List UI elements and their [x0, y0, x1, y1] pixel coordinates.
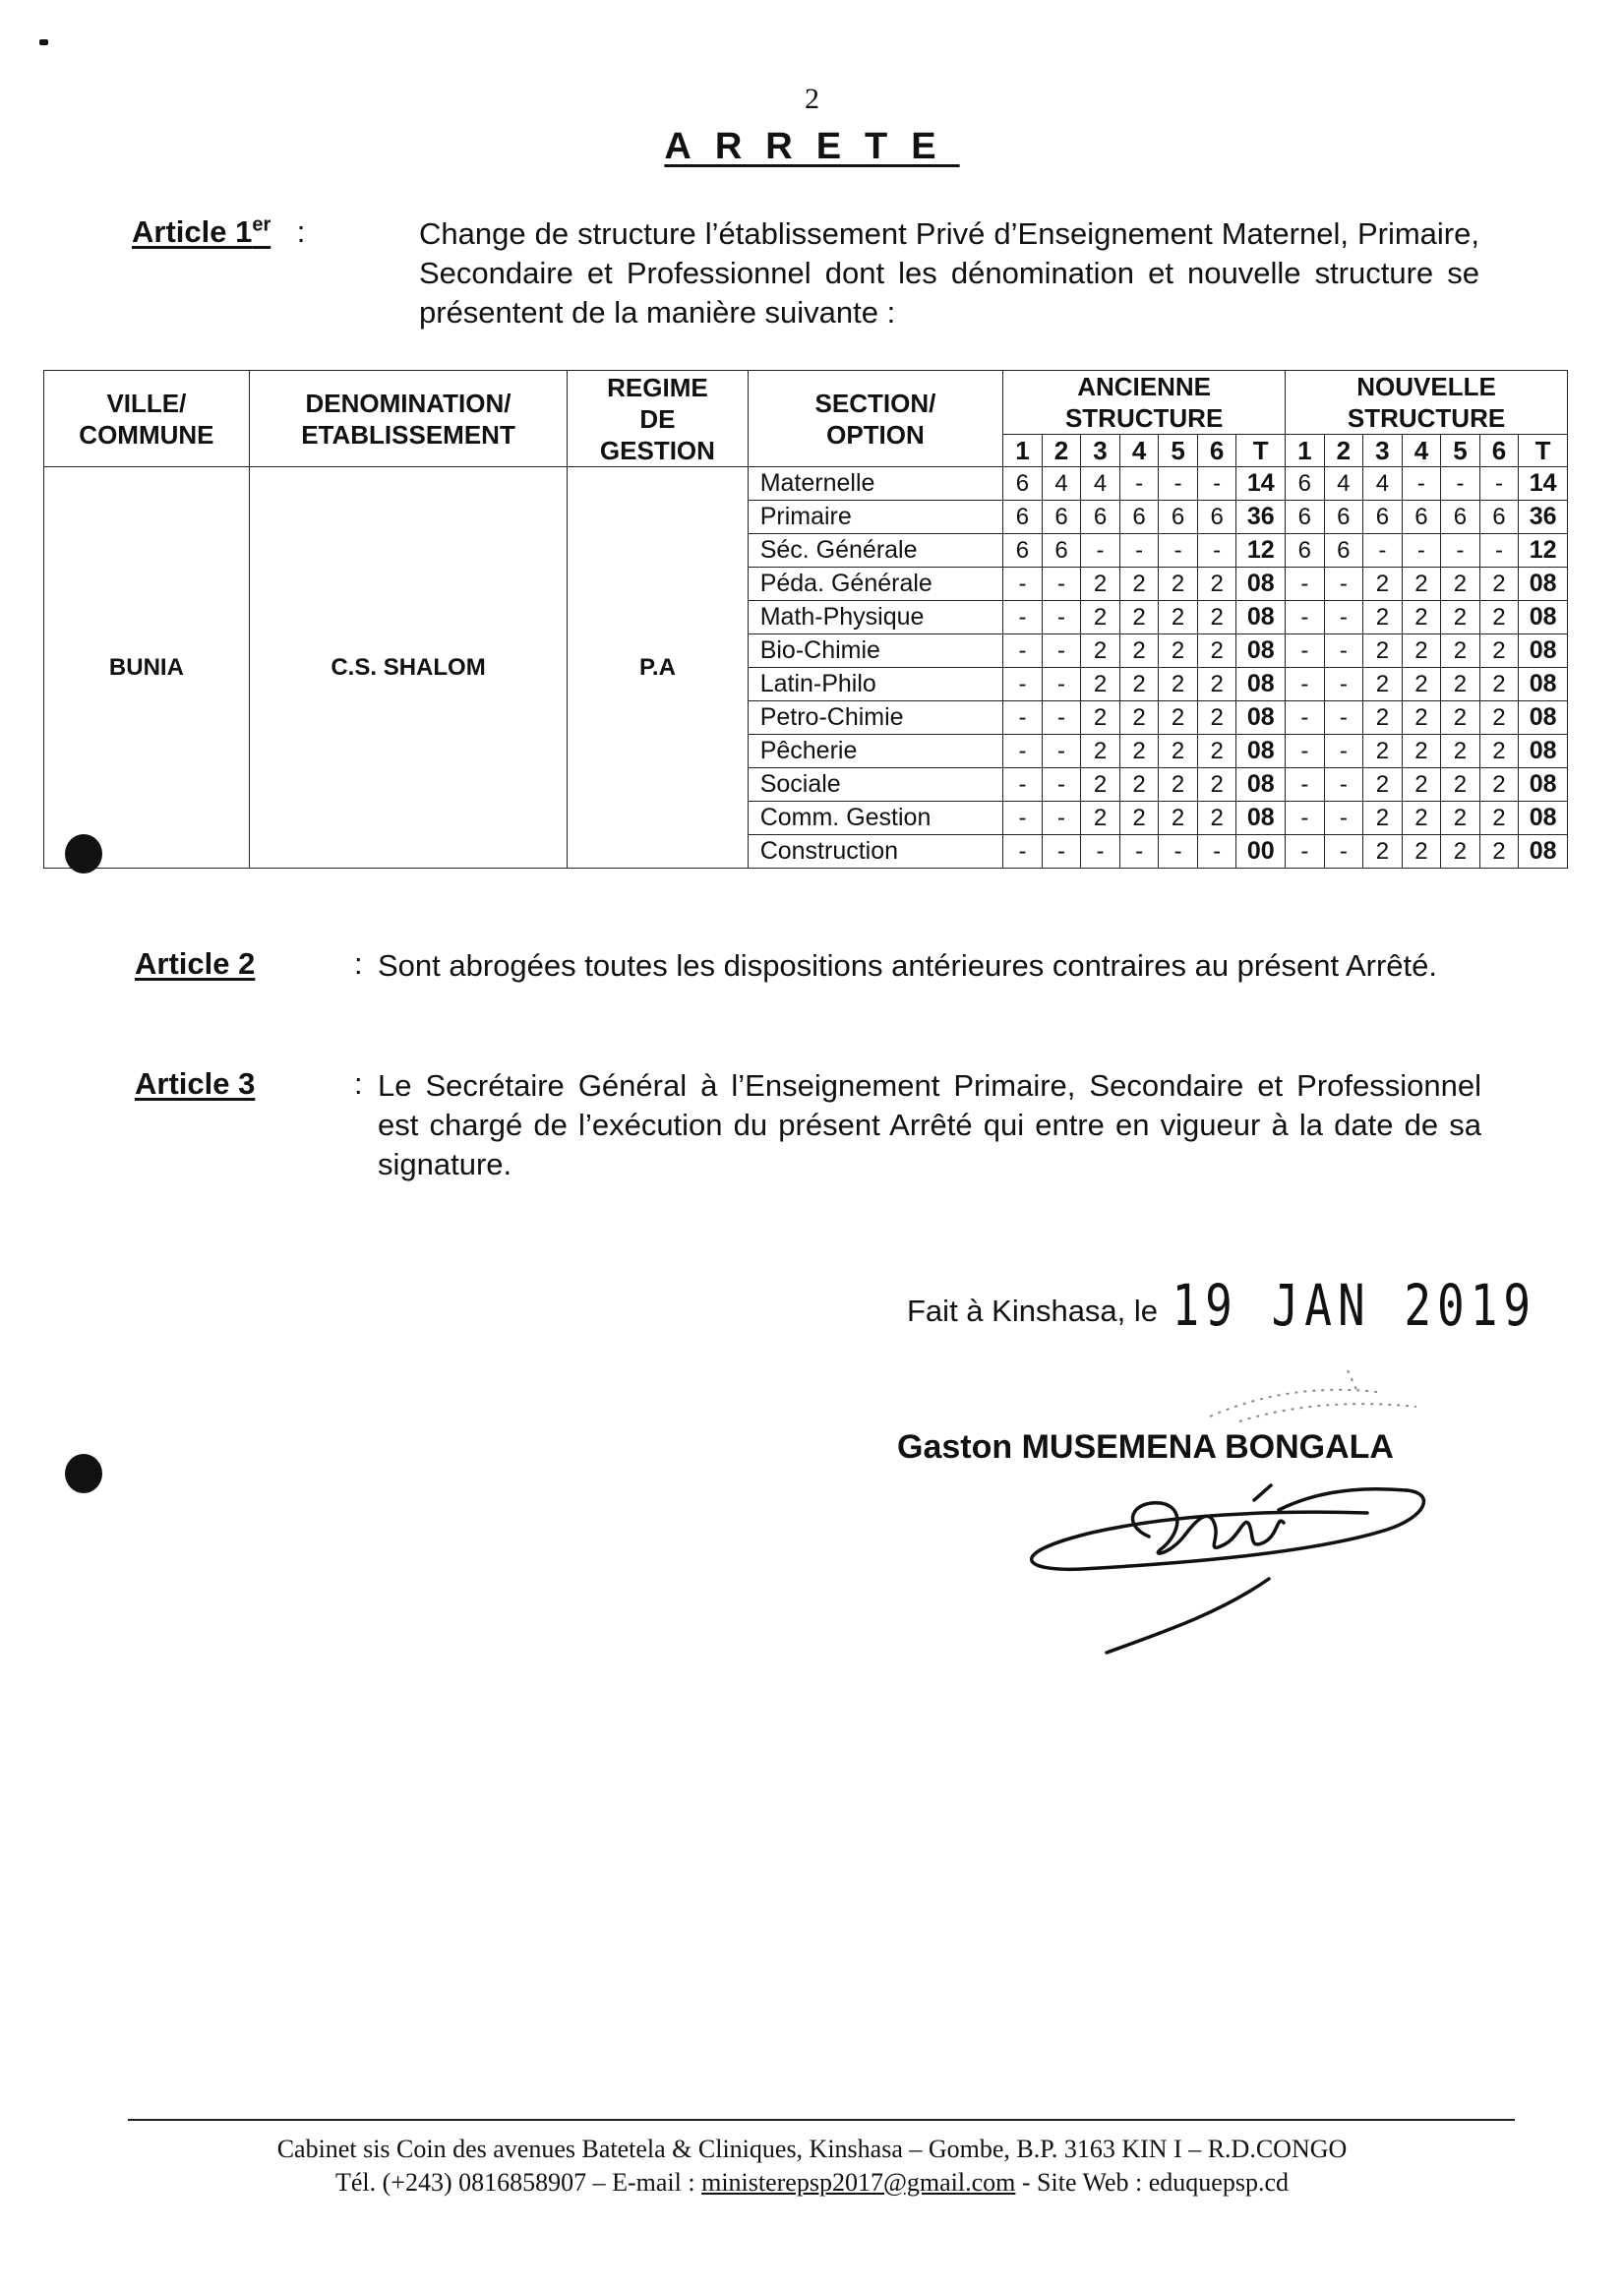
ancienne-year-cell: 2 — [1119, 735, 1159, 768]
nouvelle-year-cell: - — [1402, 534, 1441, 568]
ancienne-year-cell: 2 — [1081, 634, 1120, 668]
article-2-text: Sont abrogées toutes les dispositions antérieures contraires au présent Arrêté. — [378, 948, 1438, 983]
ancienne-year-cell: 2 — [1159, 701, 1198, 735]
ancienne-year-cell: 2 — [1119, 768, 1159, 802]
nouvelle-year-cell: 2 — [1402, 634, 1441, 668]
ancienne-year-cell: 2 — [1081, 802, 1120, 835]
footer-website: - Site Web : eduquepsp.cd — [1015, 2168, 1289, 2197]
col-header: 5 — [1441, 435, 1480, 467]
article-2-label: Article 2 — [135, 946, 256, 981]
ancienne-year-cell: 6 — [1081, 501, 1120, 534]
ancienne-year-cell: 2 — [1159, 668, 1198, 701]
ancienne-year-cell: 2 — [1159, 634, 1198, 668]
col-header: T — [1236, 435, 1286, 467]
section-cell: Latin-Philo — [748, 668, 1003, 701]
nouvelle-year-cell: 2 — [1363, 735, 1403, 768]
nouvelle-year-cell: - — [1286, 802, 1325, 835]
section-cell: Séc. Générale — [748, 534, 1003, 568]
col-header: 6 — [1197, 435, 1236, 467]
section-cell: Pêcherie — [748, 735, 1003, 768]
col-header: 2 — [1042, 435, 1081, 467]
ancienne-year-cell: - — [1159, 835, 1198, 869]
nouvelle-year-cell: 2 — [1441, 701, 1480, 735]
ancienne-year-cell: 6 — [1119, 501, 1159, 534]
nouvelle-year-cell: 2 — [1441, 835, 1480, 869]
nouvelle-year-cell: - — [1286, 601, 1325, 634]
ancienne-total-cell: 08 — [1236, 634, 1286, 668]
header-nouvelle-structure: NOUVELLE STRUCTURE — [1286, 371, 1568, 435]
nouvelle-total-cell: 14 — [1519, 467, 1568, 501]
nouvelle-year-cell: 2 — [1402, 835, 1441, 869]
ancienne-year-cell: 2 — [1197, 701, 1236, 735]
nouvelle-year-cell: 2 — [1402, 668, 1441, 701]
nouvelle-total-cell: 08 — [1519, 601, 1568, 634]
ancienne-year-cell: 2 — [1159, 601, 1198, 634]
ancienne-year-cell: - — [1003, 668, 1043, 701]
ancienne-total-cell: 08 — [1236, 601, 1286, 634]
ancienne-total-cell: 08 — [1236, 768, 1286, 802]
section-cell: Construction — [748, 835, 1003, 869]
ancienne-year-cell: 2 — [1159, 735, 1198, 768]
nouvelle-year-cell: - — [1286, 568, 1325, 601]
nouvelle-year-cell: 2 — [1479, 568, 1519, 601]
regime-cell: P.A — [568, 467, 748, 869]
article-1-colon: : — [296, 214, 306, 250]
ancienne-year-cell: 2 — [1159, 768, 1198, 802]
ancienne-year-cell: - — [1003, 768, 1043, 802]
nouvelle-year-cell: - — [1324, 735, 1363, 768]
ancienne-year-cell: 2 — [1159, 568, 1198, 601]
nouvelle-year-cell: 2 — [1441, 634, 1480, 668]
section-cell: Sociale — [748, 768, 1003, 802]
ancienne-year-cell: 2 — [1081, 601, 1120, 634]
binding-hole — [65, 1454, 102, 1493]
ancienne-year-cell: 2 — [1119, 601, 1159, 634]
nouvelle-total-cell: 36 — [1519, 501, 1568, 534]
nouvelle-year-cell: 2 — [1441, 768, 1480, 802]
article-3-colon: : — [354, 1066, 363, 1101]
header-regime: REGIME DE GESTION — [568, 371, 748, 467]
nouvelle-year-cell: 2 — [1441, 668, 1480, 701]
nouvelle-year-cell: 2 — [1363, 802, 1403, 835]
ancienne-year-cell: 2 — [1119, 634, 1159, 668]
ancienne-year-cell: - — [1119, 467, 1159, 501]
nouvelle-year-cell: 6 — [1286, 467, 1325, 501]
ancienne-year-cell: 2 — [1081, 701, 1120, 735]
nouvelle-year-cell: 2 — [1479, 634, 1519, 668]
ancienne-total-cell: 12 — [1236, 534, 1286, 568]
nouvelle-year-cell: 2 — [1363, 634, 1403, 668]
nouvelle-year-cell: 4 — [1324, 467, 1363, 501]
nouvelle-total-cell: 08 — [1519, 768, 1568, 802]
nouvelle-year-cell: 2 — [1402, 802, 1441, 835]
ancienne-total-cell: 08 — [1236, 802, 1286, 835]
document-title: ARRETE — [664, 126, 960, 167]
ancienne-year-cell: 2 — [1081, 568, 1120, 601]
nouvelle-year-cell: 2 — [1402, 568, 1441, 601]
nouvelle-year-cell: 2 — [1479, 668, 1519, 701]
nouvelle-year-cell: 2 — [1363, 768, 1403, 802]
ancienne-year-cell: - — [1042, 835, 1081, 869]
nouvelle-year-cell: - — [1286, 768, 1325, 802]
nouvelle-year-cell: - — [1441, 534, 1480, 568]
ancienne-total-cell: 08 — [1236, 668, 1286, 701]
ancienne-year-cell: 6 — [1197, 501, 1236, 534]
col-header: 6 — [1479, 435, 1519, 467]
place-date-line — [907, 1272, 1537, 1339]
nouvelle-total-cell: 08 — [1519, 802, 1568, 835]
section-cell: Comm. Gestion — [748, 802, 1003, 835]
ancienne-year-cell: 2 — [1197, 802, 1236, 835]
col-header: 2 — [1324, 435, 1363, 467]
ancienne-year-cell: - — [1003, 802, 1043, 835]
nouvelle-year-cell: 2 — [1402, 735, 1441, 768]
nouvelle-total-cell: 08 — [1519, 568, 1568, 601]
ancienne-year-cell: - — [1081, 534, 1120, 568]
ancienne-year-cell: 2 — [1197, 568, 1236, 601]
nouvelle-year-cell: - — [1324, 668, 1363, 701]
col-header: 4 — [1402, 435, 1441, 467]
signer-name: Gaston MUSEMENA BONGALA — [897, 1428, 1394, 1466]
table-row — [44, 467, 1568, 501]
ancienne-year-cell: - — [1003, 701, 1043, 735]
nouvelle-year-cell: 2 — [1441, 802, 1480, 835]
nouvelle-year-cell: 6 — [1479, 501, 1519, 534]
nouvelle-year-cell: 2 — [1402, 601, 1441, 634]
nouvelle-year-cell: - — [1324, 701, 1363, 735]
structure-table — [43, 370, 1568, 869]
nouvelle-year-cell: - — [1324, 634, 1363, 668]
nouvelle-year-cell: 6 — [1363, 501, 1403, 534]
ancienne-year-cell: 2 — [1081, 768, 1120, 802]
ancienne-year-cell: 6 — [1003, 467, 1043, 501]
denomination-cell: C.S. SHALOM — [249, 467, 567, 869]
nouvelle-year-cell: 2 — [1479, 835, 1519, 869]
nouvelle-year-cell: 2 — [1479, 735, 1519, 768]
nouvelle-year-cell: - — [1441, 467, 1480, 501]
ancienne-year-cell: - — [1003, 735, 1043, 768]
nouvelle-year-cell: 2 — [1479, 601, 1519, 634]
nouvelle-year-cell: 2 — [1363, 668, 1403, 701]
ancienne-total-cell: 08 — [1236, 701, 1286, 735]
article-2-colon: : — [354, 946, 363, 981]
nouvelle-year-cell: 6 — [1402, 501, 1441, 534]
nouvelle-year-cell: 2 — [1363, 601, 1403, 634]
ancienne-total-cell: 08 — [1236, 735, 1286, 768]
ancienne-year-cell: 4 — [1042, 467, 1081, 501]
nouvelle-year-cell: - — [1324, 568, 1363, 601]
col-header: 1 — [1003, 435, 1043, 467]
col-header: 3 — [1081, 435, 1120, 467]
nouvelle-year-cell: 2 — [1441, 568, 1480, 601]
ancienne-year-cell: - — [1042, 668, 1081, 701]
ancienne-year-cell: - — [1197, 534, 1236, 568]
header-ancienne-structure: ANCIENNE STRUCTURE — [1003, 371, 1286, 435]
nouvelle-total-cell: 08 — [1519, 701, 1568, 735]
nouvelle-year-cell: - — [1324, 601, 1363, 634]
ancienne-year-cell: - — [1003, 835, 1043, 869]
ancienne-year-cell: - — [1042, 568, 1081, 601]
nouvelle-year-cell: 6 — [1324, 501, 1363, 534]
ancienne-year-cell: - — [1042, 802, 1081, 835]
ancienne-year-cell: 6 — [1003, 534, 1043, 568]
nouvelle-total-cell: 08 — [1519, 634, 1568, 668]
nouvelle-year-cell: - — [1286, 835, 1325, 869]
nouvelle-year-cell: 4 — [1363, 467, 1403, 501]
ancienne-year-cell: 2 — [1081, 735, 1120, 768]
ancienne-year-cell: 6 — [1159, 501, 1198, 534]
header-ville: VILLE/ COMMUNE — [44, 371, 250, 467]
ancienne-year-cell: 2 — [1081, 668, 1120, 701]
nouvelle-year-cell: - — [1479, 534, 1519, 568]
ancienne-total-cell: 36 — [1236, 501, 1286, 534]
place-text: Fait à Kinshasa, le — [907, 1294, 1159, 1328]
ancienne-year-cell: 2 — [1197, 634, 1236, 668]
ancienne-year-cell: - — [1003, 601, 1043, 634]
ancienne-year-cell: 6 — [1003, 501, 1043, 534]
ancienne-total-cell: 00 — [1236, 835, 1286, 869]
section-cell: Primaire — [748, 501, 1003, 534]
section-cell: Petro-Chimie — [748, 701, 1003, 735]
ancienne-year-cell: - — [1003, 634, 1043, 668]
nouvelle-year-cell: 2 — [1441, 735, 1480, 768]
structure-table-body — [44, 467, 1568, 869]
ancienne-year-cell: - — [1042, 601, 1081, 634]
nouvelle-year-cell: 2 — [1363, 701, 1403, 735]
ancienne-year-cell: - — [1197, 835, 1236, 869]
nouvelle-year-cell: 2 — [1363, 835, 1403, 869]
nouvelle-year-cell: 6 — [1324, 534, 1363, 568]
ville-cell: BUNIA — [44, 467, 250, 869]
scan-speck — [39, 39, 48, 45]
nouvelle-year-cell: 6 — [1441, 501, 1480, 534]
article-3-text: Le Secrétaire Général à l’Enseignement Primaire, Secondaire et Professionnel est chargé de l’exécution du présent Arrêté qui entre en vigueur à la date de sa signature. — [378, 1068, 1481, 1181]
footer-rule — [128, 2119, 1515, 2121]
nouvelle-year-cell: 2 — [1363, 568, 1403, 601]
nouvelle-total-cell: 12 — [1519, 534, 1568, 568]
faint-stamp-marks — [1200, 1362, 1436, 1431]
nouvelle-year-cell: - — [1324, 802, 1363, 835]
col-header: 1 — [1286, 435, 1325, 467]
section-cell: Péda. Générale — [748, 568, 1003, 601]
nouvelle-year-cell: 6 — [1286, 501, 1325, 534]
article-1-heading — [132, 214, 305, 250]
nouvelle-year-cell: - — [1402, 467, 1441, 501]
ancienne-year-cell: 2 — [1197, 735, 1236, 768]
ancienne-total-cell: 14 — [1236, 467, 1286, 501]
ancienne-year-cell: - — [1003, 568, 1043, 601]
nouvelle-year-cell: 6 — [1286, 534, 1325, 568]
nouvelle-year-cell: 2 — [1441, 601, 1480, 634]
nouvelle-total-cell: 08 — [1519, 835, 1568, 869]
ancienne-year-cell: 6 — [1042, 534, 1081, 568]
ancienne-year-cell: - — [1197, 467, 1236, 501]
article-1-text: Change de structure l’établissement Privé d’Enseignement Maternel, Primaire, Secondaire et Professionnel dont les dénomination et nouvelle structure se présentent de la manière suivante : — [419, 216, 1479, 330]
ancienne-year-cell: 2 — [1197, 668, 1236, 701]
ancienne-year-cell: 4 — [1081, 467, 1120, 501]
section-cell: Bio-Chimie — [748, 634, 1003, 668]
col-header: T — [1519, 435, 1568, 467]
ancienne-year-cell: - — [1042, 768, 1081, 802]
nouvelle-year-cell: 2 — [1402, 701, 1441, 735]
nouvelle-year-cell: 2 — [1402, 768, 1441, 802]
ancienne-year-cell: - — [1159, 534, 1198, 568]
handwritten-signature — [1013, 1456, 1446, 1662]
section-cell: Math-Physique — [748, 601, 1003, 634]
ancienne-year-cell: - — [1042, 634, 1081, 668]
header-section: SECTION/ OPTION — [748, 371, 1003, 467]
nouvelle-year-cell: 2 — [1479, 701, 1519, 735]
nouvelle-year-cell: 2 — [1479, 768, 1519, 802]
col-header: 5 — [1159, 435, 1198, 467]
col-header: 3 — [1363, 435, 1403, 467]
ancienne-year-cell: 2 — [1119, 701, 1159, 735]
ancienne-year-cell: 2 — [1119, 668, 1159, 701]
ancienne-year-cell: 2 — [1119, 802, 1159, 835]
nouvelle-year-cell: - — [1363, 534, 1403, 568]
article-1-label: Article 1er — [132, 214, 271, 250]
header-denomination: DENOMINATION/ ETABLISSEMENT — [249, 371, 567, 467]
ancienne-year-cell: 2 — [1159, 802, 1198, 835]
ancienne-year-cell: - — [1119, 835, 1159, 869]
nouvelle-year-cell: - — [1286, 701, 1325, 735]
stamped-date: 19 JAN 2019 — [1172, 1272, 1537, 1339]
nouvelle-year-cell: - — [1324, 768, 1363, 802]
footer-contact — [0, 2168, 1624, 2198]
ancienne-year-cell: 2 — [1197, 601, 1236, 634]
footer-address: Cabinet sis Coin des avenues Batetela & Cliniques, Kinshasa – Gombe, B.P. 3163 KIN I – R.D.CONGO — [276, 2135, 1348, 2163]
ancienne-year-cell: 2 — [1119, 568, 1159, 601]
ancienne-year-cell: - — [1042, 735, 1081, 768]
ancienne-year-cell: - — [1042, 701, 1081, 735]
footer-phone: Tél. (+243) 0816858907 – E-mail : — [334, 2168, 702, 2197]
nouvelle-year-cell: - — [1286, 735, 1325, 768]
ancienne-year-cell: 6 — [1042, 501, 1081, 534]
nouvelle-year-cell: - — [1286, 634, 1325, 668]
ancienne-year-cell: 2 — [1197, 768, 1236, 802]
binding-hole — [65, 834, 102, 874]
ancienne-year-cell: - — [1159, 467, 1198, 501]
nouvelle-year-cell: 2 — [1479, 802, 1519, 835]
nouvelle-year-cell: - — [1479, 467, 1519, 501]
nouvelle-total-cell: 08 — [1519, 668, 1568, 701]
nouvelle-total-cell: 08 — [1519, 735, 1568, 768]
ancienne-year-cell: - — [1119, 534, 1159, 568]
nouvelle-year-cell: - — [1286, 668, 1325, 701]
article-3-label: Article 3 — [135, 1066, 256, 1101]
section-cell: Maternelle — [748, 467, 1003, 501]
col-header: 4 — [1119, 435, 1159, 467]
ancienne-total-cell: 08 — [1236, 568, 1286, 601]
footer-email-link[interactable]: ministerepsp2017@gmail.com — [701, 2168, 1016, 2197]
nouvelle-year-cell: - — [1324, 835, 1363, 869]
page-number: 2 — [805, 83, 819, 115]
ancienne-year-cell: - — [1081, 835, 1120, 869]
